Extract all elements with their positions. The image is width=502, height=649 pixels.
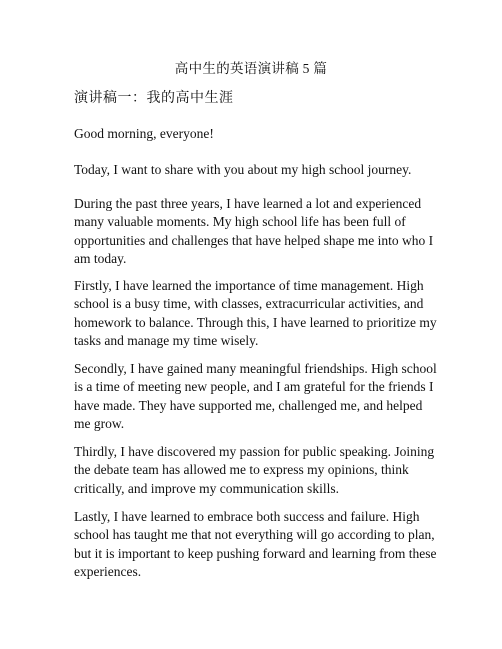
paragraph-line: many valuable moments. My high school life has been full of <box>74 214 406 230</box>
paragraph-success-failure <box>74 508 437 581</box>
paragraph-line: experiences. <box>74 563 142 579</box>
paragraph-line: Lastly, I have learned to embrace both success and failure. High <box>74 509 420 524</box>
paragraph-greeting <box>74 125 434 143</box>
paragraph-time-management <box>74 277 437 350</box>
paragraph-line: have made. They have supported me, challenged me, and helped <box>74 397 423 413</box>
paragraph-line: am today. <box>74 250 127 266</box>
paragraph-line: Good morning, everyone! <box>74 126 214 141</box>
paragraph-line: school is a busy time, with classes, extracurricular activities, and <box>74 296 424 312</box>
paragraph-past-three-years <box>74 195 434 268</box>
document-title: 高中生的英语演讲稿 5 篇 <box>174 61 328 76</box>
paragraph-line: the debate team has allowed me to express my opinions, think <box>74 462 409 478</box>
paragraph-line: During the past three years, I have learned a lot and experienced <box>74 196 422 211</box>
section-heading: 演讲稿一：我的高中生涯 <box>74 91 234 106</box>
paragraph-line: homework to balance. Through this, I have learned to prioritize my <box>74 314 437 330</box>
paragraph-line: Firstly, I have learned the importance of time management. High <box>74 278 424 293</box>
paragraph-public-speaking <box>74 443 434 498</box>
paragraph-friendships <box>74 360 437 433</box>
paragraph-line: Today, I want to share with you about my high school journey. <box>74 162 412 177</box>
paragraph-line: school has taught me that not everything will go according to plan, <box>74 527 435 543</box>
paragraph-line: me grow. <box>74 415 125 431</box>
paragraph-line: critically, and improve my communication skills. <box>74 480 339 496</box>
paragraph-line: is a time of meeting new people, and I am grateful for the friends I <box>74 379 434 395</box>
paragraph-line: tasks and manage my time wisely. <box>74 332 259 348</box>
paragraph-line: opportunities and challenges that have helped shape me into who I <box>74 232 434 248</box>
paragraph-line: Thirdly, I have discovered my passion for public speaking. Joining <box>74 444 435 459</box>
paragraph-line: but it is important to keep pushing forward and learning from these <box>74 545 437 561</box>
paragraph-line: Secondly, I have gained many meaningful friendships. High school <box>74 361 437 376</box>
paragraph-intro <box>74 161 434 179</box>
